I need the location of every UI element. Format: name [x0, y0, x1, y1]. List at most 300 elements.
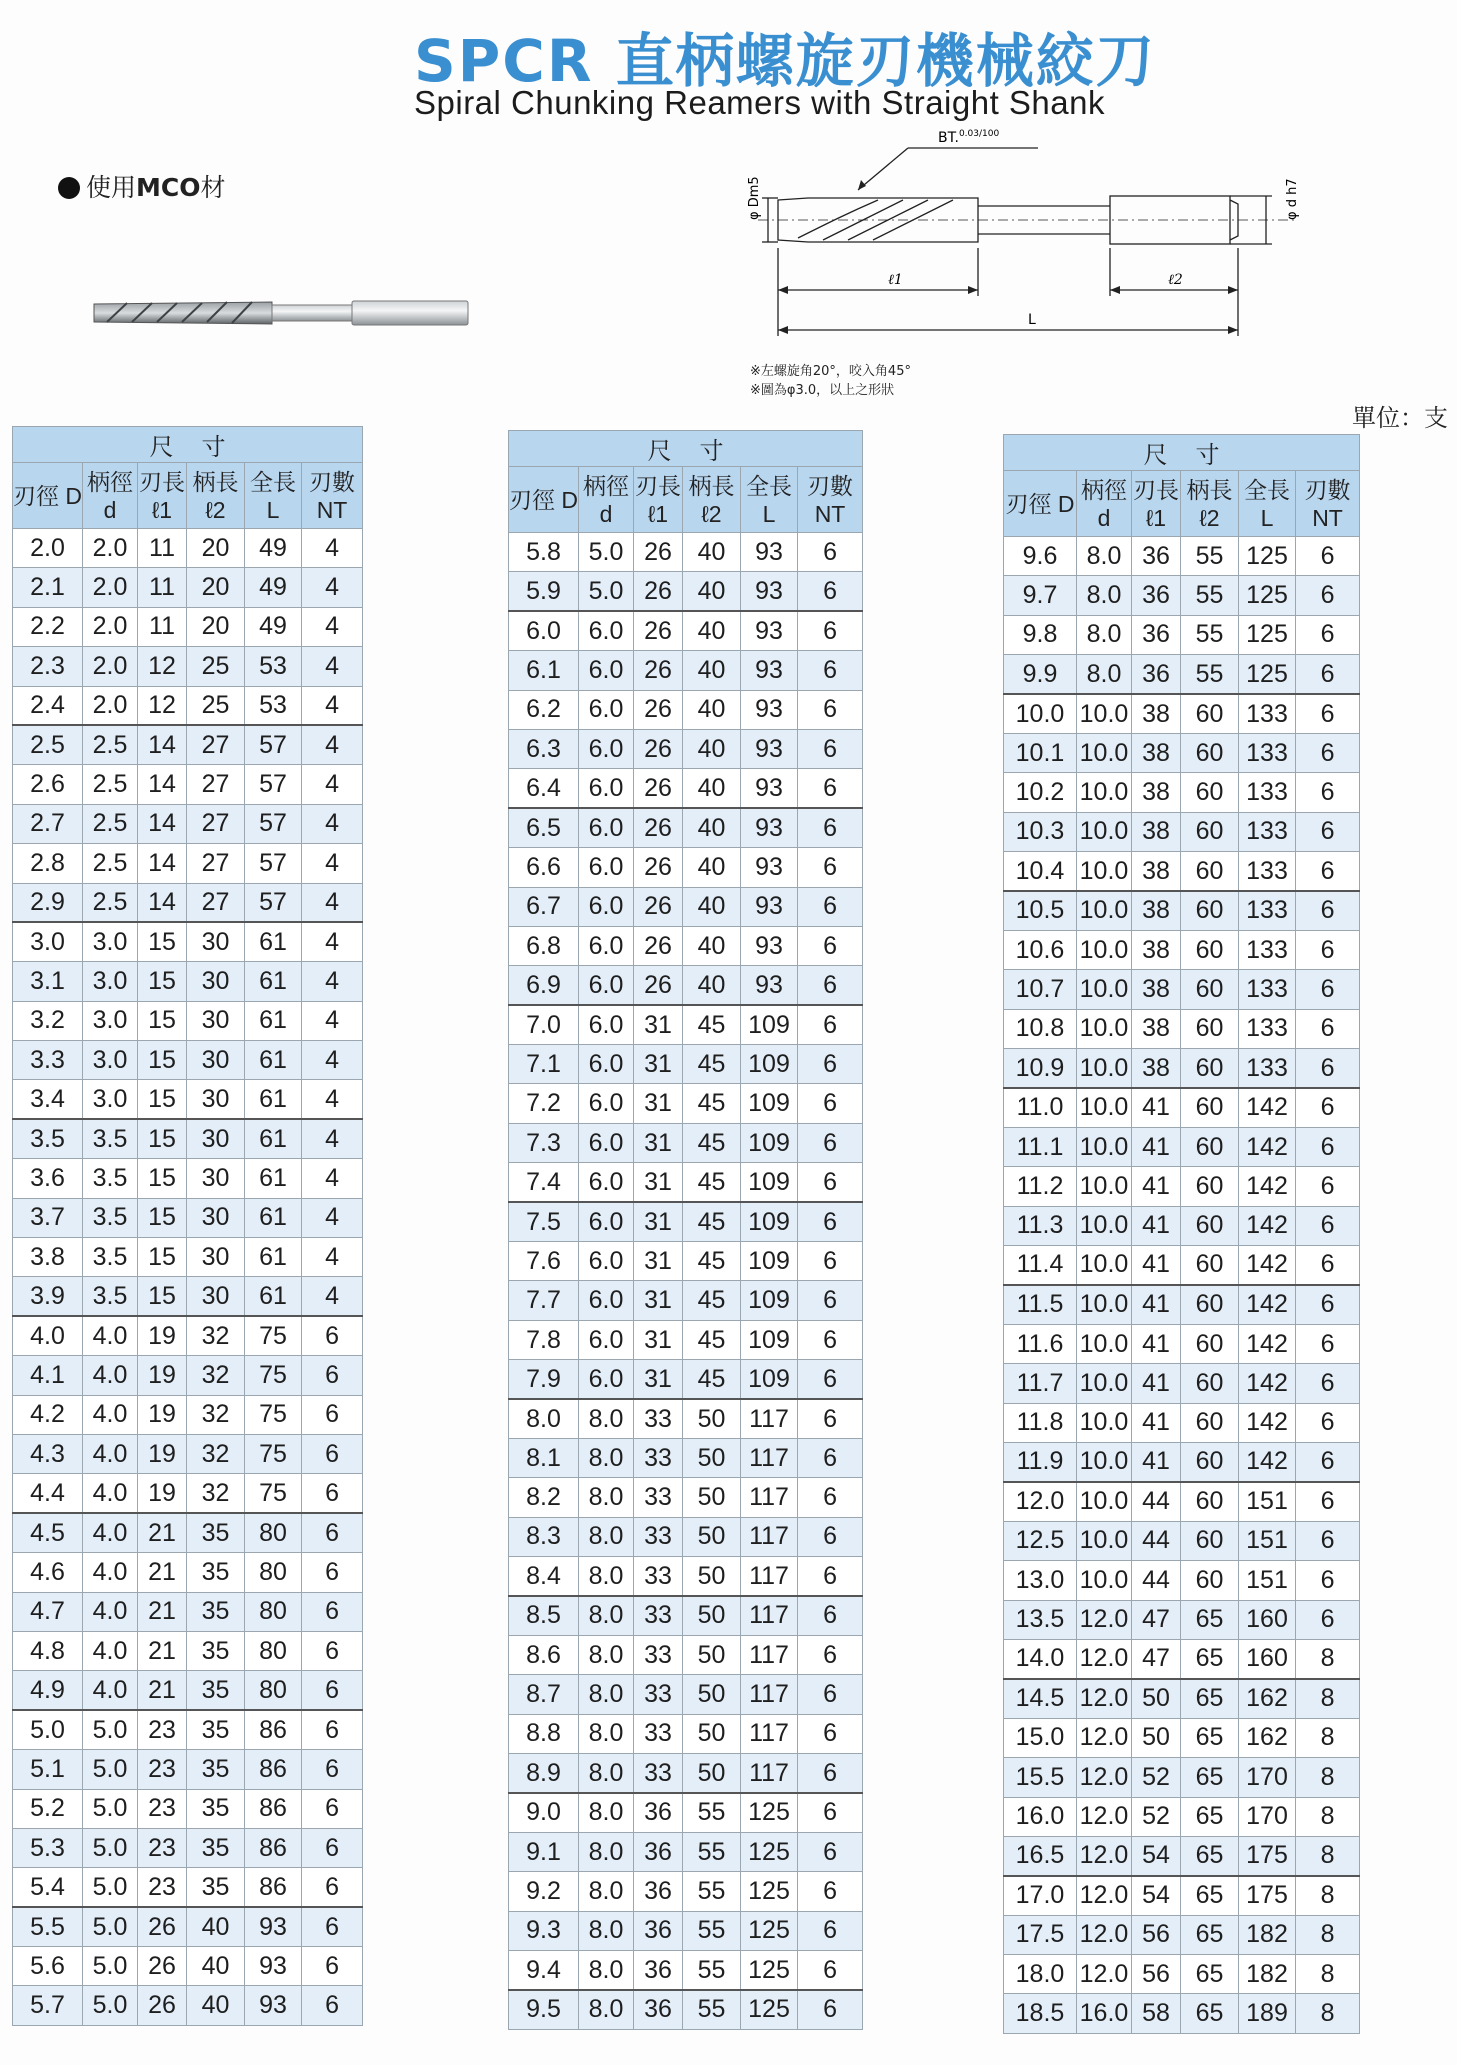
cell-col-nt: 6 [1296, 1127, 1360, 1166]
cell-col-shank-d: 2.0 [83, 607, 138, 646]
table-row [1004, 1836, 1360, 1875]
cell-col-d: 6.8 [509, 926, 579, 965]
cell-col-l2: 50 [683, 1517, 741, 1556]
cell-col-l1: 26 [634, 966, 683, 1005]
cell-col-d: 7.7 [509, 1281, 579, 1320]
cell-col-shank-d: 6.0 [579, 1084, 634, 1123]
table-row [1004, 1679, 1360, 1718]
cell-col-L: 86 [245, 1868, 302, 1907]
cell-col-shank-d: 12.0 [1077, 1758, 1132, 1797]
cell-col-L: 133 [1239, 1009, 1296, 1048]
table-row [509, 1951, 863, 1990]
cell-col-shank-d: 6.0 [579, 1360, 634, 1399]
cell-col-nt: 6 [798, 848, 863, 887]
cell-col-l2: 60 [1181, 1442, 1239, 1481]
cell-col-d: 9.7 [1004, 576, 1077, 615]
table-row [1004, 1915, 1360, 1954]
cell-col-l2: 60 [1181, 1364, 1239, 1403]
cell-col-shank-d: 10.0 [1077, 891, 1132, 930]
cell-col-l2: 60 [1181, 1482, 1239, 1521]
cell-col-l2: 32 [187, 1356, 245, 1395]
cell-col-d: 4.7 [13, 1592, 83, 1631]
cell-col-shank-d: 8.0 [579, 1478, 634, 1517]
cell-col-nt: 6 [1296, 970, 1360, 1009]
cell-col-nt: 4 [302, 607, 363, 646]
header-col-L: 全長 L [1239, 471, 1296, 537]
cell-col-d: 7.8 [509, 1320, 579, 1359]
cell-col-nt: 4 [302, 804, 363, 843]
cell-col-l2: 45 [683, 1360, 741, 1399]
cell-col-l2: 40 [683, 808, 741, 847]
cell-col-shank-d: 4.0 [83, 1356, 138, 1395]
cell-col-l1: 38 [1132, 694, 1181, 733]
table-row [509, 1754, 863, 1793]
cell-col-shank-d: 8.0 [579, 1557, 634, 1596]
cell-col-nt: 6 [1296, 1364, 1360, 1403]
table-row [13, 1277, 363, 1316]
table-row [13, 1907, 363, 1946]
material-note [58, 168, 226, 204]
cell-col-l1: 11 [138, 607, 187, 646]
cell-col-d: 12.5 [1004, 1521, 1077, 1560]
header-col-d: 刃徑 D [509, 467, 579, 533]
cell-col-nt: 6 [302, 1474, 363, 1513]
cell-col-shank-d: 3.5 [83, 1238, 138, 1277]
table-row [509, 1517, 863, 1556]
cell-col-L: 125 [1239, 537, 1296, 576]
cell-col-shank-d: 6.0 [579, 690, 634, 729]
cell-col-l1: 33 [634, 1714, 683, 1753]
cell-col-shank-d: 8.0 [579, 1399, 634, 1438]
cell-col-l1: 15 [138, 1080, 187, 1119]
cell-col-shank-d: 5.0 [83, 1986, 138, 2025]
cell-col-shank-d: 12.0 [1077, 1679, 1132, 1718]
table-row [13, 1356, 363, 1395]
cell-col-d: 11.6 [1004, 1324, 1077, 1363]
cell-col-nt: 8 [1296, 1639, 1360, 1678]
cell-col-l2: 30 [187, 922, 245, 961]
cell-col-l1: 38 [1132, 852, 1181, 891]
cell-col-l2: 35 [187, 1553, 245, 1592]
cell-col-l2: 40 [187, 1986, 245, 2025]
cell-col-d: 8.8 [509, 1714, 579, 1753]
cell-col-shank-d: 16.0 [1077, 1994, 1132, 2033]
cell-col-L: 109 [741, 1281, 798, 1320]
cell-col-d: 18.5 [1004, 1994, 1077, 2033]
table-row [1004, 537, 1360, 576]
cell-col-L: 86 [245, 1789, 302, 1828]
cell-col-l1: 44 [1132, 1561, 1181, 1600]
cell-col-d: 7.5 [509, 1202, 579, 1241]
cell-col-l2: 45 [683, 1320, 741, 1359]
cell-col-l1: 47 [1132, 1639, 1181, 1678]
cell-col-l2: 32 [187, 1474, 245, 1513]
cell-col-nt: 6 [1296, 615, 1360, 654]
cell-col-L: 125 [741, 1832, 798, 1871]
cell-col-d: 2.6 [13, 765, 83, 804]
cell-col-l2: 45 [683, 1163, 741, 1202]
cell-col-l1: 41 [1132, 1442, 1181, 1481]
cell-col-l1: 26 [634, 848, 683, 887]
cell-col-l1: 14 [138, 765, 187, 804]
cell-col-l1: 21 [138, 1631, 187, 1670]
header-col-l2: 柄長 ℓ2 [1181, 471, 1239, 537]
note-line: ※圖為φ3.0，以上之形狀 [750, 383, 895, 398]
table-row [509, 1478, 863, 1517]
cell-col-l2: 40 [683, 651, 741, 690]
cell-col-l1: 21 [138, 1553, 187, 1592]
cell-col-l2: 45 [683, 1281, 741, 1320]
cell-col-L: 80 [245, 1553, 302, 1592]
table-row [13, 1513, 363, 1552]
cell-col-shank-d: 10.0 [1077, 733, 1132, 772]
cell-col-nt: 4 [302, 1277, 363, 1316]
cell-col-nt: 6 [798, 1517, 863, 1556]
cell-col-l2: 65 [1181, 1639, 1239, 1678]
cell-col-l1: 14 [138, 725, 187, 764]
cell-col-nt: 6 [302, 1750, 363, 1789]
cell-col-shank-d: 10.0 [1077, 1127, 1132, 1166]
cell-col-shank-d: 3.5 [83, 1159, 138, 1198]
table-row [1004, 1049, 1360, 1088]
cell-col-L: 61 [245, 1198, 302, 1237]
cell-col-l2: 27 [187, 883, 245, 922]
cell-col-l1: 33 [634, 1517, 683, 1556]
cell-col-d: 2.7 [13, 804, 83, 843]
cell-col-l1: 26 [138, 1907, 187, 1946]
cell-col-nt: 4 [302, 883, 363, 922]
cell-col-shank-d: 10.0 [1077, 1009, 1132, 1048]
cell-col-shank-d: 10.0 [1077, 773, 1132, 812]
cell-col-shank-d: 5.0 [579, 533, 634, 572]
cell-col-L: 189 [1239, 1994, 1296, 2033]
cell-col-d: 6.6 [509, 848, 579, 887]
cell-col-shank-d: 4.0 [83, 1513, 138, 1552]
cell-col-d: 8.1 [509, 1438, 579, 1477]
cell-col-L: 49 [245, 529, 302, 568]
table-row [1004, 1718, 1360, 1757]
cell-col-shank-d: 8.0 [579, 1754, 634, 1793]
cell-col-d: 10.7 [1004, 970, 1077, 1009]
table-row [1004, 1167, 1360, 1206]
cell-col-d: 10.6 [1004, 930, 1077, 969]
cell-col-L: 49 [245, 607, 302, 646]
table-row [13, 1710, 363, 1749]
cell-col-shank-d: 6.0 [579, 1163, 634, 1202]
dm-label: φ Dm5 [747, 176, 762, 220]
cell-col-l1: 41 [1132, 1324, 1181, 1363]
cell-col-L: 61 [245, 1080, 302, 1119]
cell-col-nt: 4 [302, 686, 363, 725]
cell-col-shank-d: 12.0 [1077, 1955, 1132, 1994]
cell-col-nt: 6 [302, 1356, 363, 1395]
cell-col-nt: 6 [798, 1754, 863, 1793]
cell-col-l1: 31 [634, 1163, 683, 1202]
table-row [1004, 970, 1360, 1009]
cell-col-l2: 35 [187, 1868, 245, 1907]
cell-col-l1: 26 [634, 533, 683, 572]
cell-col-l1: 26 [138, 1986, 187, 2025]
cell-col-l2: 60 [1181, 1088, 1239, 1127]
cell-col-l2: 27 [187, 725, 245, 764]
cell-col-d: 8.0 [509, 1399, 579, 1438]
cell-col-shank-d: 4.0 [83, 1671, 138, 1710]
cell-col-shank-d: 5.0 [579, 572, 634, 611]
cell-col-l2: 55 [683, 1832, 741, 1871]
cell-col-shank-d: 3.5 [83, 1277, 138, 1316]
cell-col-nt: 6 [1296, 1246, 1360, 1285]
cell-col-L: 117 [741, 1675, 798, 1714]
cell-col-l1: 23 [138, 1710, 187, 1749]
cell-col-l1: 50 [1132, 1679, 1181, 1718]
cell-col-d: 12.0 [1004, 1482, 1077, 1521]
cell-col-nt: 6 [1296, 1088, 1360, 1127]
table-row [1004, 1600, 1360, 1639]
table-row [509, 1872, 863, 1911]
cell-col-l1: 31 [634, 1320, 683, 1359]
cell-col-l2: 45 [683, 1005, 741, 1044]
cell-col-shank-d: 6.0 [579, 611, 634, 650]
cell-col-l2: 40 [683, 729, 741, 768]
cell-col-l1: 19 [138, 1474, 187, 1513]
cell-col-d: 9.8 [1004, 615, 1077, 654]
table-row [1004, 1206, 1360, 1245]
cell-col-l2: 60 [1181, 930, 1239, 969]
cell-col-l2: 40 [683, 572, 741, 611]
cell-col-shank-d: 2.5 [83, 725, 138, 764]
cell-col-shank-d: 10.0 [1077, 930, 1132, 969]
cell-col-shank-d: 2.5 [83, 804, 138, 843]
cell-col-L: 80 [245, 1671, 302, 1710]
cell-col-d: 2.5 [13, 725, 83, 764]
table-row [13, 1474, 363, 1513]
cell-col-l2: 30 [187, 962, 245, 1001]
cell-col-L: 133 [1239, 891, 1296, 930]
cell-col-L: 125 [1239, 576, 1296, 615]
cell-col-l2: 30 [187, 1198, 245, 1237]
table-row [1004, 1442, 1360, 1481]
cell-col-L: 61 [245, 1001, 302, 1040]
cell-col-l1: 38 [1132, 930, 1181, 969]
cell-col-L: 75 [245, 1434, 302, 1473]
cell-col-l1: 12 [138, 647, 187, 686]
cell-col-L: 162 [1239, 1679, 1296, 1718]
cell-col-nt: 6 [798, 1320, 863, 1359]
cell-col-L: 133 [1239, 773, 1296, 812]
cell-col-l1: 54 [1132, 1876, 1181, 1915]
cell-col-L: 142 [1239, 1442, 1296, 1481]
cell-col-L: 117 [741, 1557, 798, 1596]
cell-col-d: 15.0 [1004, 1718, 1077, 1757]
cell-col-L: 160 [1239, 1600, 1296, 1639]
cell-col-L: 133 [1239, 694, 1296, 733]
cell-col-shank-d: 8.0 [1077, 537, 1132, 576]
cell-col-l1: 41 [1132, 1246, 1181, 1285]
cell-col-d: 5.6 [13, 1947, 83, 1986]
cell-col-d: 11.9 [1004, 1442, 1077, 1481]
cell-col-d: 13.5 [1004, 1600, 1077, 1639]
cell-col-l2: 65 [1181, 1836, 1239, 1875]
cell-col-nt: 6 [1296, 1049, 1360, 1088]
cell-col-d: 10.0 [1004, 694, 1077, 733]
cell-col-shank-d: 10.0 [1077, 1521, 1132, 1560]
cell-col-nt: 6 [798, 1911, 863, 1950]
cell-col-l1: 41 [1132, 1167, 1181, 1206]
cell-col-nt: 6 [1296, 733, 1360, 772]
cell-col-shank-d: 4.0 [83, 1474, 138, 1513]
cell-col-d: 7.0 [509, 1005, 579, 1044]
table-row [509, 1596, 863, 1635]
table-row [1004, 1797, 1360, 1836]
spec-table-3 [1003, 434, 1360, 2034]
cell-col-L: 109 [741, 1045, 798, 1084]
cell-col-shank-d: 6.0 [579, 848, 634, 887]
cell-col-shank-d: 10.0 [1077, 1403, 1132, 1442]
cell-col-l1: 31 [634, 1242, 683, 1281]
cell-col-l2: 60 [1181, 1127, 1239, 1166]
table-row [13, 725, 363, 764]
cell-col-l1: 15 [138, 1198, 187, 1237]
cell-col-l1: 41 [1132, 1127, 1181, 1166]
cell-col-nt: 4 [302, 725, 363, 764]
cell-col-d: 2.8 [13, 844, 83, 883]
cell-col-shank-d: 12.0 [1077, 1600, 1132, 1639]
cell-col-L: 86 [245, 1710, 302, 1749]
header-col-l2: 柄長 ℓ2 [187, 463, 245, 529]
cell-col-l1: 33 [634, 1635, 683, 1674]
table-row [13, 1750, 363, 1789]
cell-col-shank-d: 4.0 [83, 1395, 138, 1434]
cell-col-shank-d: 10.0 [1077, 1561, 1132, 1600]
cell-col-shank-d: 10.0 [1077, 1285, 1132, 1324]
cell-col-d: 6.1 [509, 651, 579, 690]
cell-col-l1: 26 [138, 1947, 187, 1986]
cell-col-l1: 31 [634, 1202, 683, 1241]
cell-col-l2: 55 [683, 1951, 741, 1990]
cell-col-L: 117 [741, 1478, 798, 1517]
cell-col-shank-d: 8.0 [579, 1714, 634, 1753]
cell-col-d: 4.6 [13, 1553, 83, 1592]
cell-col-nt: 6 [798, 966, 863, 1005]
table-row [13, 1553, 363, 1592]
cell-col-L: 93 [741, 926, 798, 965]
cell-col-nt: 6 [1296, 1482, 1360, 1521]
cell-col-shank-d: 4.0 [83, 1434, 138, 1473]
cell-col-d: 5.0 [13, 1710, 83, 1749]
cell-col-l1: 21 [138, 1671, 187, 1710]
cell-col-l1: 15 [138, 1238, 187, 1277]
cell-col-l2: 55 [683, 1793, 741, 1832]
cell-col-shank-d: 2.5 [83, 883, 138, 922]
cell-col-shank-d: 8.0 [579, 1596, 634, 1635]
cell-col-d: 2.0 [13, 529, 83, 568]
header-group-dimensions: 尺寸 [509, 431, 863, 467]
table-row [13, 1789, 363, 1828]
cell-col-l1: 23 [138, 1868, 187, 1907]
cell-col-d: 3.5 [13, 1119, 83, 1158]
table-row [509, 769, 863, 808]
cell-col-L: 151 [1239, 1521, 1296, 1560]
cell-col-l2: 55 [1181, 576, 1239, 615]
cell-col-nt: 6 [798, 1360, 863, 1399]
cell-col-L: 175 [1239, 1836, 1296, 1875]
page-title-chinese: SPCR 直柄螺旋刃機械絞刀 [414, 27, 1156, 95]
cell-col-d: 4.3 [13, 1434, 83, 1473]
cell-col-L: 142 [1239, 1127, 1296, 1166]
table-row [509, 1714, 863, 1753]
cell-col-shank-d: 5.0 [83, 1868, 138, 1907]
table-row [1004, 1876, 1360, 1915]
table-row [509, 1438, 863, 1477]
cell-col-l1: 41 [1132, 1285, 1181, 1324]
cell-col-L: 151 [1239, 1482, 1296, 1521]
cell-col-shank-d: 6.0 [579, 1281, 634, 1320]
cell-col-l2: 65 [1181, 1679, 1239, 1718]
cell-col-l2: 60 [1181, 1009, 1239, 1048]
cell-col-d: 8.4 [509, 1557, 579, 1596]
cell-col-L: 109 [741, 1005, 798, 1044]
cell-col-shank-d: 8.0 [1077, 615, 1132, 654]
header-col-d: 刃徑 D [13, 463, 83, 529]
cell-col-shank-d: 4.0 [83, 1553, 138, 1592]
table-row [1004, 1758, 1360, 1797]
cell-col-nt: 6 [798, 1951, 863, 1990]
cell-col-l1: 36 [634, 1793, 683, 1832]
cell-col-shank-d: 10.0 [1077, 970, 1132, 1009]
cell-col-d: 5.1 [13, 1750, 83, 1789]
cell-col-l2: 40 [187, 1907, 245, 1946]
material-prefix: 使用 [86, 173, 137, 202]
cell-col-shank-d: 3.0 [83, 962, 138, 1001]
cell-col-l1: 41 [1132, 1403, 1181, 1442]
cell-col-l2: 50 [683, 1438, 741, 1477]
table-row [509, 1793, 863, 1832]
cell-col-l1: 15 [138, 1041, 187, 1080]
cell-col-d: 6.3 [509, 729, 579, 768]
cell-col-L: 57 [245, 844, 302, 883]
cell-col-shank-d: 6.0 [579, 1005, 634, 1044]
cell-col-d: 5.2 [13, 1789, 83, 1828]
cell-col-l1: 41 [1132, 1206, 1181, 1245]
cell-col-shank-d: 5.0 [83, 1789, 138, 1828]
cell-col-l1: 14 [138, 883, 187, 922]
cell-col-L: 117 [741, 1438, 798, 1477]
cell-col-d: 4.0 [13, 1316, 83, 1355]
cell-col-d: 10.3 [1004, 812, 1077, 851]
cell-col-L: 93 [741, 611, 798, 650]
cell-col-l2: 60 [1181, 1561, 1239, 1600]
table-row [1004, 1482, 1360, 1521]
cell-col-L: 142 [1239, 1285, 1296, 1324]
table-row [13, 1316, 363, 1355]
cell-col-l2: 65 [1181, 1915, 1239, 1954]
spec-table-2 [508, 430, 863, 2030]
cell-col-l2: 40 [683, 966, 741, 1005]
table-row [13, 568, 363, 607]
cell-col-l2: 60 [1181, 1049, 1239, 1088]
cell-col-l1: 33 [634, 1399, 683, 1438]
reamer-photo [92, 290, 472, 336]
cell-col-shank-d: 12.0 [1077, 1876, 1132, 1915]
cell-col-L: 142 [1239, 1088, 1296, 1127]
cell-col-l2: 60 [1181, 773, 1239, 812]
cell-col-l1: 21 [138, 1513, 187, 1552]
cell-col-d: 8.7 [509, 1675, 579, 1714]
cell-col-l1: 38 [1132, 970, 1181, 1009]
header-group-dimensions: 尺寸 [13, 427, 363, 463]
cell-col-d: 7.6 [509, 1242, 579, 1281]
cell-col-l1: 33 [634, 1675, 683, 1714]
